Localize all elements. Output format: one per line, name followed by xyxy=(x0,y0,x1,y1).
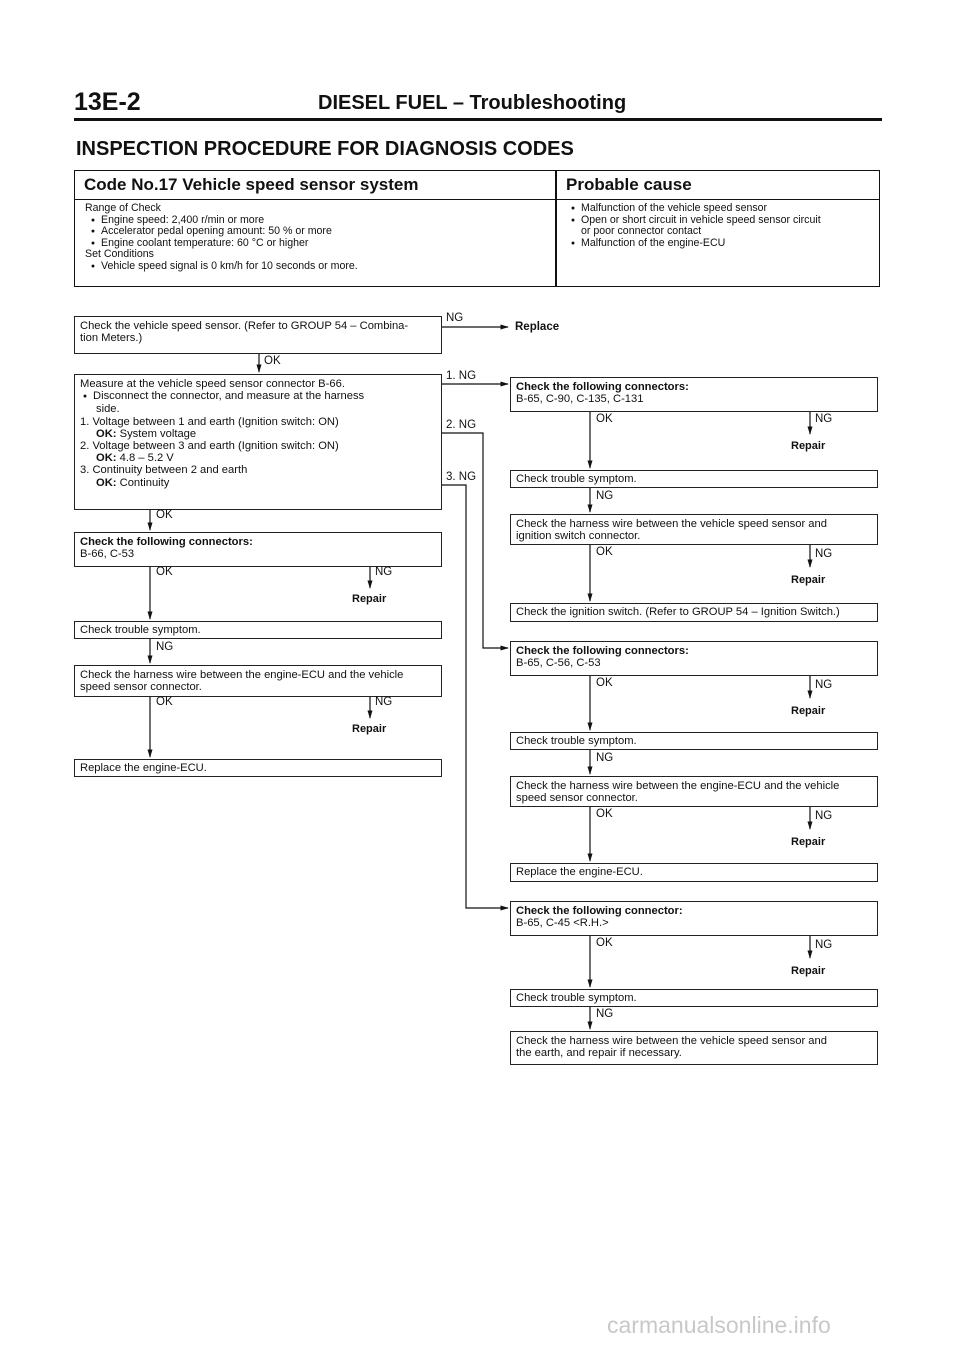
page-number: 13E-2 xyxy=(74,88,141,116)
label-ok: OK xyxy=(596,808,613,820)
cause-item: ● Malfunction of the engine-ECU xyxy=(565,238,821,250)
label-ng: NG xyxy=(596,490,614,502)
label-ng: NG xyxy=(375,696,393,708)
cause-item: ● Malfunction of the vehicle speed sensor xyxy=(565,203,821,215)
set-condition-item: ● Vehicle speed signal is 0 km/h for 10 seconds or more. xyxy=(85,261,358,273)
step-check-trouble-symptom: Check trouble symptom. xyxy=(510,732,878,750)
range-item: ● Accelerator pedal opening amount: 50 % or more xyxy=(85,226,358,238)
step-check-trouble-symptom: Check trouble symptom. xyxy=(510,989,878,1007)
step-check-connectors-b65-c90: Check the following connectors: B-65, C-90, C-135, C-131 xyxy=(510,377,878,412)
cause-item: ● Open or short circuit in vehicle speed sensor circuit xyxy=(565,215,821,227)
label-ok: OK xyxy=(156,509,173,521)
label-ok: OK xyxy=(596,937,613,949)
probable-cause-heading: Probable cause xyxy=(566,175,692,194)
step-check-speed-sensor: Check the vehicle speed sensor. (Refer to GROUP 54 – Combina- tion Meters.) xyxy=(74,316,442,354)
label-ng: NG xyxy=(815,413,833,425)
label-ng: NG xyxy=(156,641,174,653)
watermark: carmanualsonline.info xyxy=(607,1312,831,1338)
code-heading: Code No.17 Vehicle speed sensor system xyxy=(84,175,419,194)
range-item: ● Engine coolant temperature: 60 °C or higher xyxy=(85,238,358,250)
step-check-connectors-b65-c56: Check the following connectors: B-65, C-56, C-53 xyxy=(510,641,878,676)
probable-causes: ● Malfunction of the vehicle speed sensor ● Open or short circuit in vehicle speed sensor circuit or poor connector contact ● Malfunction of the engine-ECU xyxy=(565,203,821,249)
step-check-trouble-symptom: Check trouble symptom. xyxy=(74,621,442,639)
step-check-connector-b65-c45: Check the following connector: B-65, C-45 <R.H.> xyxy=(510,901,878,936)
section-title: INSPECTION PROCEDURE FOR DIAGNOSIS CODES xyxy=(76,138,574,160)
step-check-harness-earth: Check the harness wire between the vehicle speed sensor and the earth, and repair if necessary. xyxy=(510,1031,878,1065)
label-ok: OK xyxy=(596,546,613,558)
repair-result: Repair xyxy=(791,705,826,717)
step-check-ignition-switch: Check the ignition switch. (Refer to GROUP 54 – Ignition Switch.) xyxy=(510,603,878,622)
label-ok: OK xyxy=(596,413,613,425)
label-ng: NG xyxy=(815,939,833,951)
step-replace-ecu-right: Replace the engine-ECU. xyxy=(510,863,878,882)
label-ok: OK xyxy=(596,677,613,689)
label-ok: OK xyxy=(156,696,173,708)
step-check-connectors-b66: Check the following connectors: B-66, C-53 xyxy=(74,532,442,567)
label-ng: NG xyxy=(815,548,833,560)
repair-result: Repair xyxy=(791,440,826,452)
label-ng: NG xyxy=(446,312,464,324)
repair-result: Repair xyxy=(352,593,387,605)
range-of-check: Range of Check ● Engine speed: 2,400 r/min or more ● Accelerator pedal opening amount: 50 % or more ● Engine coolant temperature: 60 °C or higher Set Conditions ● Vehicle speed signal is 0 km/h for 10 seconds or more. xyxy=(85,203,358,273)
step-check-harness-ignition: Check the harness wire between the vehicle speed sensor and ignition switch connector. xyxy=(510,514,878,545)
step-check-harness-ecu: Check the harness wire between the engine-ECU and the vehicle speed sensor connector. xyxy=(74,665,442,697)
label-3-ng: 3. NG xyxy=(446,471,477,483)
step-check-harness-ecu-right: Check the harness wire between the engine-ECU and the vehicle speed sensor connector. xyxy=(510,776,878,807)
step-measure-connector: Measure at the vehicle speed sensor connector B-66. ● Disconnect the connector, and measure at the harness side. 1. Voltage between 1 and earth (Ignition switch: ON) OK: System voltage 2. Voltage between 3 and earth (Ignition switch: ON) OK: 4.8 – 5.2 V 3. Continuity between 2 and earth OK: Continuity xyxy=(74,374,442,510)
label-ng: NG xyxy=(815,810,833,822)
step-replace-ecu: Replace the engine-ECU. xyxy=(74,759,442,777)
replace-result: Replace xyxy=(515,321,560,333)
label-ok: OK xyxy=(264,355,281,367)
page-header-title: DIESEL FUEL – Troubleshooting xyxy=(318,92,627,114)
range-item: ● Engine speed: 2,400 r/min or more xyxy=(85,215,358,227)
label-ng: NG xyxy=(596,752,614,764)
repair-result: Repair xyxy=(352,723,387,735)
repair-result: Repair xyxy=(791,965,826,977)
label-ng: NG xyxy=(596,1008,614,1020)
step-check-trouble-symptom: Check trouble symptom. xyxy=(510,470,878,488)
label-2-ng: 2. NG xyxy=(446,419,477,431)
repair-result: Repair xyxy=(791,574,826,586)
label-ng: NG xyxy=(815,679,833,691)
label-1-ng: 1. NG xyxy=(446,370,477,382)
label-ok: OK xyxy=(156,566,173,578)
label-ng: NG xyxy=(375,566,393,578)
repair-result: Repair xyxy=(791,836,826,848)
